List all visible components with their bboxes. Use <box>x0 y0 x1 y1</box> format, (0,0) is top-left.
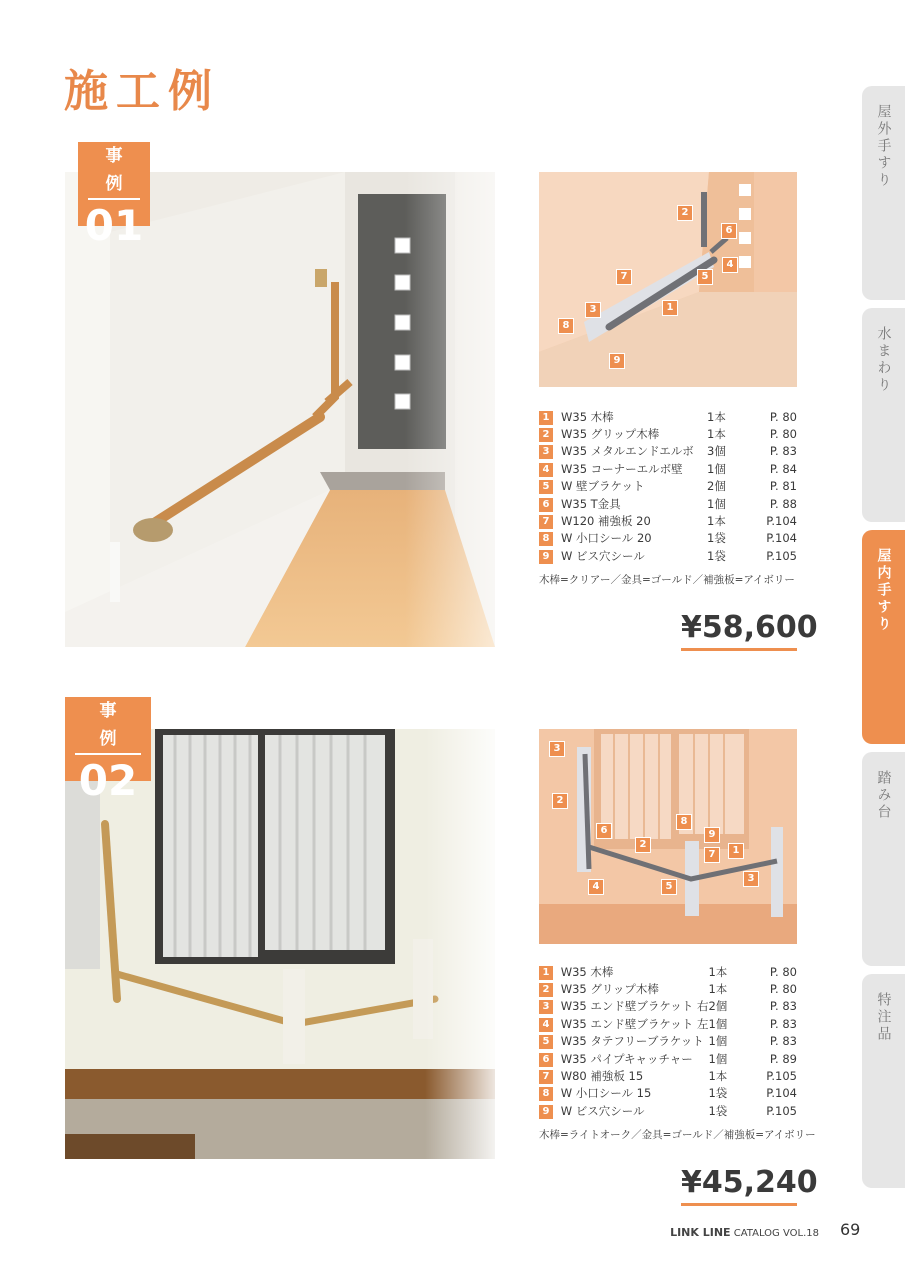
case1-marker-7: 7 <box>616 269 632 285</box>
case2-note: 木棒=ライトオーク／金具=ゴールド／補強板=アイボリー <box>539 1129 816 1141</box>
part-quantity: 1本 <box>707 427 726 442</box>
case1-marker-4: 4 <box>722 257 738 273</box>
part-name: W 小口シール 20 <box>561 531 652 546</box>
part-name: W35 木棒 <box>560 964 614 979</box>
part-quantity: 1袋 <box>708 1103 728 1118</box>
part-page: P.104 <box>766 531 797 546</box>
case2-marker-3b: 3 <box>743 871 759 887</box>
parts-row <box>539 495 797 512</box>
part-number: 4 <box>539 1018 553 1032</box>
part-quantity: 1袋 <box>708 1086 728 1101</box>
case2-marker-7: 7 <box>704 847 720 863</box>
part-number: 7 <box>539 1070 553 1084</box>
part-quantity: 1本 <box>708 1069 728 1084</box>
case2-marker-4: 4 <box>588 879 604 895</box>
part-number: 4 <box>539 463 553 477</box>
case2-diagram <box>539 729 797 944</box>
parts-row <box>539 460 797 477</box>
parts-row <box>539 1015 797 1032</box>
part-name: W 小口シール 15 <box>560 1086 652 1101</box>
part-quantity: 1本 <box>707 514 726 529</box>
part-page: P. 83 <box>769 999 797 1014</box>
case2-marker-3a: 3 <box>549 741 565 757</box>
part-quantity: 1袋 <box>707 548 726 563</box>
part-number: 8 <box>539 1087 553 1101</box>
parts-row <box>539 998 797 1015</box>
part-quantity: 2個 <box>708 999 728 1014</box>
part-quantity: 1本 <box>708 982 728 997</box>
part-number: 5 <box>539 1035 553 1049</box>
part-page: P.105 <box>766 548 797 563</box>
parts-row <box>539 1102 797 1119</box>
part-number: 6 <box>539 498 553 512</box>
parts-row <box>539 1067 797 1084</box>
part-number: 7 <box>539 515 553 529</box>
case1-marker-5: 5 <box>697 269 713 285</box>
part-number: 1 <box>539 966 553 980</box>
page-title: 施工例 <box>64 66 220 117</box>
case1-marker-2: 2 <box>677 205 693 221</box>
part-page: P. 83 <box>769 444 797 459</box>
parts-row <box>539 963 797 980</box>
part-page: P. 84 <box>769 461 797 476</box>
case2-badge <box>65 697 151 805</box>
case2-marker-9: 9 <box>704 827 720 843</box>
part-name: W ビス穴シール <box>560 1103 645 1118</box>
case2-label: 事例 <box>75 697 141 755</box>
part-number: 1 <box>539 411 553 425</box>
case1-price: ¥58,600 <box>681 608 797 651</box>
parts-row <box>539 478 797 495</box>
part-quantity: 1袋 <box>707 531 726 546</box>
part-quantity: 1個 <box>708 1051 728 1066</box>
part-page: P. 83 <box>769 1034 797 1049</box>
part-page: P.104 <box>766 514 797 529</box>
parts-row <box>539 530 797 547</box>
part-number: 8 <box>539 532 553 546</box>
part-number: 3 <box>539 1000 553 1014</box>
footer-catalog <box>670 1226 819 1239</box>
part-name: W35 T金具 <box>561 496 621 511</box>
case2-price: ¥45,240 <box>681 1163 797 1206</box>
part-quantity: 1個 <box>707 461 726 476</box>
part-name: W35 グリップ木棒 <box>560 982 659 997</box>
part-number: 6 <box>539 1053 553 1067</box>
case2-marker-6: 6 <box>596 823 612 839</box>
tab-custom-order[interactable]: 特注品 <box>862 974 905 1188</box>
part-name: W120 補強板 20 <box>561 514 651 529</box>
footer-catalog-vol: CATALOG VOL.18 <box>733 1228 819 1239</box>
case1-marker-8: 8 <box>558 318 574 334</box>
part-page: P. 89 <box>769 1051 797 1066</box>
case1-label: 事例 <box>88 142 140 200</box>
case1-badge <box>78 142 150 250</box>
case2-marker-2b: 2 <box>635 837 651 853</box>
part-name: W35 木棒 <box>561 409 614 424</box>
part-name: W35 コーナーエルボ壁 <box>561 461 683 476</box>
case2-parts-list <box>539 963 797 1120</box>
part-quantity: 1個 <box>708 1016 728 1031</box>
parts-row <box>539 512 797 529</box>
case1-parts-list <box>539 408 797 565</box>
case1-marker-9: 9 <box>609 353 625 369</box>
part-page: P. 80 <box>769 964 797 979</box>
case1-number: 01 <box>84 201 144 250</box>
tab-outdoor-handrail[interactable]: 屋外手すり <box>862 86 905 300</box>
parts-row <box>539 443 797 460</box>
part-number: 2 <box>539 428 553 442</box>
case2-marker-8: 8 <box>676 814 692 830</box>
parts-row <box>539 1033 797 1050</box>
tab-step-stool[interactable]: 踏み台 <box>862 752 905 966</box>
part-page: P. 83 <box>769 1016 797 1031</box>
part-page: P. 88 <box>769 496 797 511</box>
case1-note: 木棒=クリアー／金具=ゴールド／補強板=アイボリー <box>539 574 795 586</box>
part-page: P. 80 <box>769 427 797 442</box>
part-name: W35 エンド壁ブラケット 左 <box>560 1016 709 1031</box>
part-name: W80 補強板 15 <box>560 1069 644 1084</box>
parts-row <box>539 1085 797 1102</box>
part-number: 9 <box>539 550 553 564</box>
part-quantity: 1個 <box>707 496 726 511</box>
case1-marker-1: 1 <box>662 300 678 316</box>
part-name: W35 タテフリーブラケット <box>560 1034 704 1049</box>
tab-indoor-handrail[interactable]: 屋内手すり <box>862 530 905 744</box>
case2-marker-2a: 2 <box>552 793 568 809</box>
case1-marker-3: 3 <box>585 302 601 318</box>
page-number: 69 <box>840 1220 861 1239</box>
part-number: 5 <box>539 480 553 494</box>
part-page: P. 81 <box>769 479 797 494</box>
part-name: W35 エンド壁ブラケット 右 <box>560 999 709 1014</box>
parts-row <box>539 980 797 997</box>
part-number: 2 <box>539 983 553 997</box>
part-quantity: 1個 <box>708 1034 728 1049</box>
case2-marker-5: 5 <box>661 879 677 895</box>
part-quantity: 1本 <box>707 409 726 424</box>
parts-row <box>539 425 797 442</box>
part-name: W35 パイプキャッチャー <box>560 1051 693 1066</box>
part-name: W ビス穴シール <box>561 548 645 563</box>
part-quantity: 2個 <box>707 479 726 494</box>
part-page: P. 80 <box>769 409 797 424</box>
part-page: P.105 <box>766 1103 797 1118</box>
parts-row <box>539 408 797 425</box>
part-page: P. 80 <box>769 982 797 997</box>
part-page: P.104 <box>766 1086 797 1101</box>
part-quantity: 3個 <box>707 444 726 459</box>
case1-marker-6: 6 <box>721 223 737 239</box>
part-name: W 壁ブラケット <box>561 479 645 494</box>
part-quantity: 1本 <box>708 964 728 979</box>
case1-diagram <box>539 172 797 387</box>
footer-brand: LINK LINE <box>670 1226 731 1239</box>
parts-row <box>539 1050 797 1067</box>
part-number: 9 <box>539 1105 553 1119</box>
parts-row <box>539 547 797 564</box>
case2-marker-1: 1 <box>728 843 744 859</box>
tab-water-area[interactable]: 水まわり <box>862 308 905 522</box>
part-name: W35 グリップ木棒 <box>561 427 660 442</box>
part-number: 3 <box>539 445 553 459</box>
case2-number: 02 <box>78 756 138 805</box>
part-name: W35 メタルエンドエルボ <box>561 444 694 459</box>
part-page: P.105 <box>766 1069 797 1084</box>
